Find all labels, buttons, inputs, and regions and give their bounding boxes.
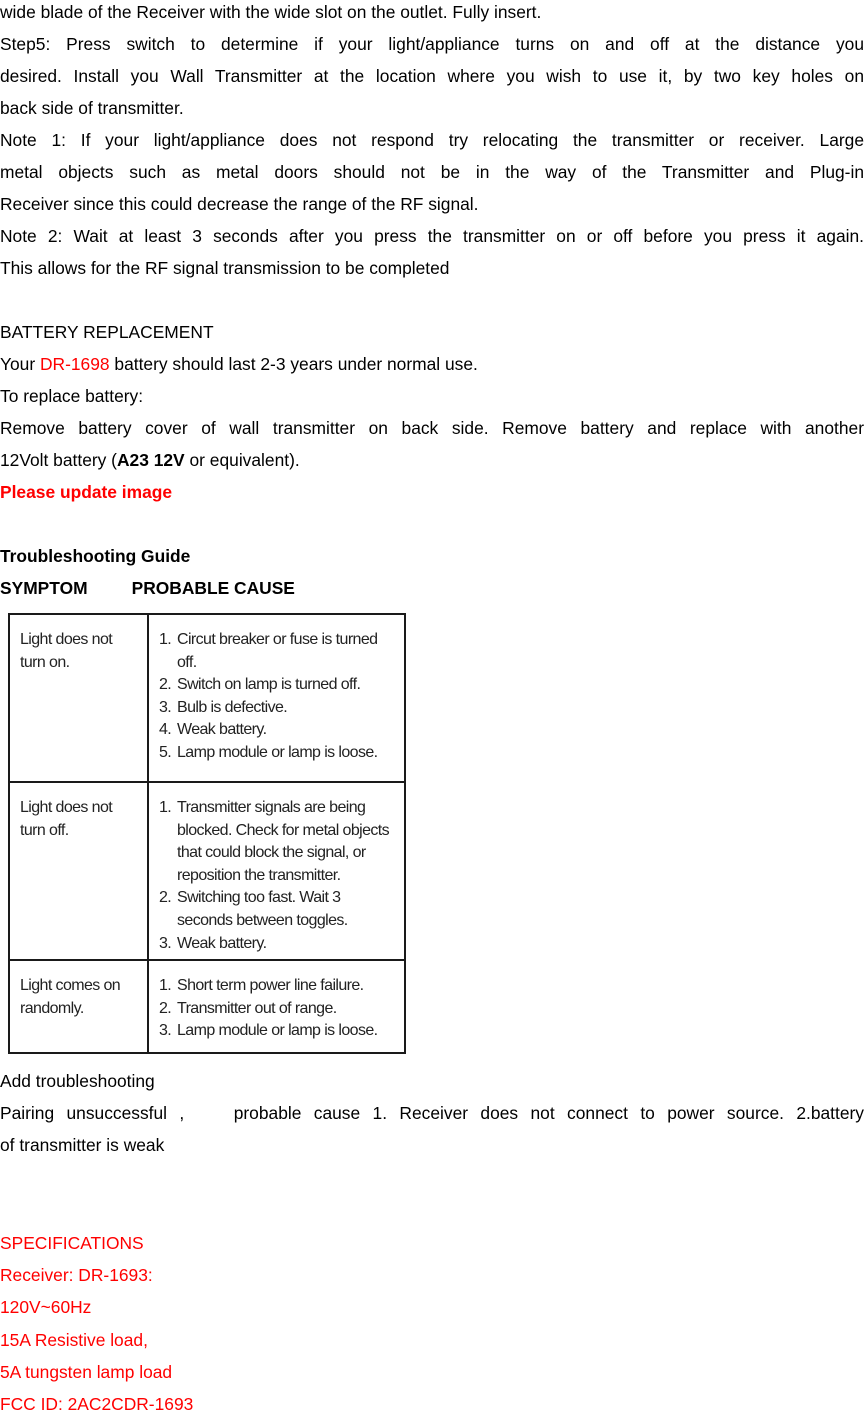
cause-list <box>159 629 398 765</box>
battery-model: DR-1698 <box>39 354 110 374</box>
symptom-header: SYMPTOM <box>0 578 88 598</box>
cause-item <box>159 887 398 932</box>
note1-line-2: metal objects such as metal doors should not be in the way of the Transmitter and Plug-in <box>0 162 864 182</box>
cause-cell <box>148 960 405 1053</box>
battery-life-suffix: battery should last 2-3 years under normal use. <box>109 354 478 374</box>
note2-line-2: This allows for the RF signal transmission to be completed <box>0 258 450 278</box>
cause-list <box>159 797 398 955</box>
cause-number: 5. <box>159 743 172 761</box>
remove-battery-line-2 <box>0 444 864 476</box>
pairing-line-2: of transmitter is weak <box>0 1135 165 1155</box>
step5-line-2: desired. Install you Wall Transmitter at the location where you wish to use it, by two key holes on <box>0 66 864 86</box>
battery-life <box>0 348 864 380</box>
troubleshooting-table <box>8 613 406 1054</box>
cause-text: Weak battery. <box>177 934 267 952</box>
table-column-headers <box>0 572 864 604</box>
cause-cell <box>148 614 405 782</box>
cause-number: 1. <box>159 977 172 994</box>
symptom-cell: Light does not turn on. <box>9 614 148 782</box>
cause-item <box>159 998 398 1021</box>
step5-line-1: Step5: Press switch to determine if your light/appliance turns on and off at the distance you <box>0 34 864 54</box>
cause-text: Bulb is defective. <box>177 698 288 716</box>
cause-item <box>159 674 398 697</box>
symptom-cell: Light comes on randomly. <box>9 960 148 1053</box>
cause-number: 3. <box>159 1022 172 1040</box>
battery-type-suffix: or equivalent). <box>184 450 300 470</box>
cause-text: Short term power line failure. <box>177 977 364 994</box>
battery-life-prefix: Your <box>0 354 40 374</box>
cause-text: Transmitter out of range. <box>177 999 337 1017</box>
spec-tungsten-load: 5A tungsten lamp load <box>0 1362 173 1382</box>
update-image-note: Please update image <box>0 482 173 502</box>
cause-text: Weak battery. <box>177 721 267 739</box>
spec-power: 120V~60Hz <box>0 1297 92 1317</box>
cause-item <box>159 933 398 956</box>
cause-number: 2. <box>159 676 172 694</box>
cause-text: Switching too fast. Wait 3 seconds between toggles. <box>177 889 348 929</box>
cause-text: Lamp module or lamp is loose. <box>177 1022 378 1040</box>
cause-item <box>159 629 398 674</box>
note2-line-1: Note 2: Wait at least 3 seconds after you press the transmitter on or off before you press it again. <box>0 226 864 246</box>
battery-type: A23 12V <box>116 450 185 470</box>
cause-text: Lamp module or lamp is loose. <box>177 743 378 761</box>
cause-item <box>159 797 398 887</box>
pairing-line-1: Pairing unsuccessful , probable cause 1. Receiver does not connect to power source. 2.battery <box>0 1103 864 1123</box>
step5-line-3: back side of transmitter. <box>0 98 184 118</box>
table-row <box>9 614 405 782</box>
cause-text: Transmitter signals are being blocked. Check for metal objects that could block the signal, or reposition the transmitter. <box>177 799 390 884</box>
cause-number: 4. <box>159 721 172 739</box>
cause-item <box>159 1020 398 1043</box>
cause-number: 1. <box>159 631 172 648</box>
cause-item <box>159 697 398 720</box>
cause-list <box>159 975 398 1043</box>
cause-number: 1. <box>159 799 172 816</box>
cause-number: 2. <box>159 889 172 907</box>
note1-line-3: Receiver since this could decrease the range of the RF signal. <box>0 194 479 214</box>
table-row <box>9 960 405 1053</box>
cause-cell <box>148 782 405 960</box>
spec-receiver: Receiver: DR-1693: <box>0 1265 153 1285</box>
table-row <box>9 782 405 960</box>
cause-item <box>159 742 398 765</box>
cause-item <box>159 975 398 998</box>
cause-number: 2. <box>159 999 172 1017</box>
battery-heading: BATTERY REPLACEMENT <box>0 322 214 342</box>
cause-text: Circut breaker or fuse is turned off. <box>177 631 378 671</box>
cause-text: Switch on lamp is turned off. <box>177 676 361 694</box>
replace-battery-label: To replace battery: <box>0 386 144 406</box>
troubleshooting-heading: Troubleshooting Guide <box>0 546 191 566</box>
cause-number: 3. <box>159 934 172 952</box>
cause-item <box>159 719 398 742</box>
spec-fcc-id: FCC ID: 2AC2CDR-1693 <box>0 1394 194 1414</box>
intro-line: wide blade of the Receiver with the wide slot on the outlet. Fully insert. <box>0 2 542 22</box>
symptom-cell: Light does not turn off. <box>9 782 148 960</box>
note1-line-1: Note 1: If your light/appliance does not respond try relocating the transmitter or receiver. Large <box>0 130 864 150</box>
remove-battery-line-1: Remove battery cover of wall transmitter on back side. Remove battery and replace with another <box>0 418 864 438</box>
add-troubleshooting-label: Add troubleshooting <box>0 1071 155 1091</box>
cause-number: 3. <box>159 698 172 716</box>
battery-type-prefix: 12Volt battery ( <box>0 450 117 470</box>
probable-cause-header: PROBABLE CAUSE <box>131 578 295 598</box>
specifications-heading: SPECIFICATIONS <box>0 1233 144 1253</box>
spec-resistive-load: 15A Resistive load, <box>0 1330 148 1350</box>
